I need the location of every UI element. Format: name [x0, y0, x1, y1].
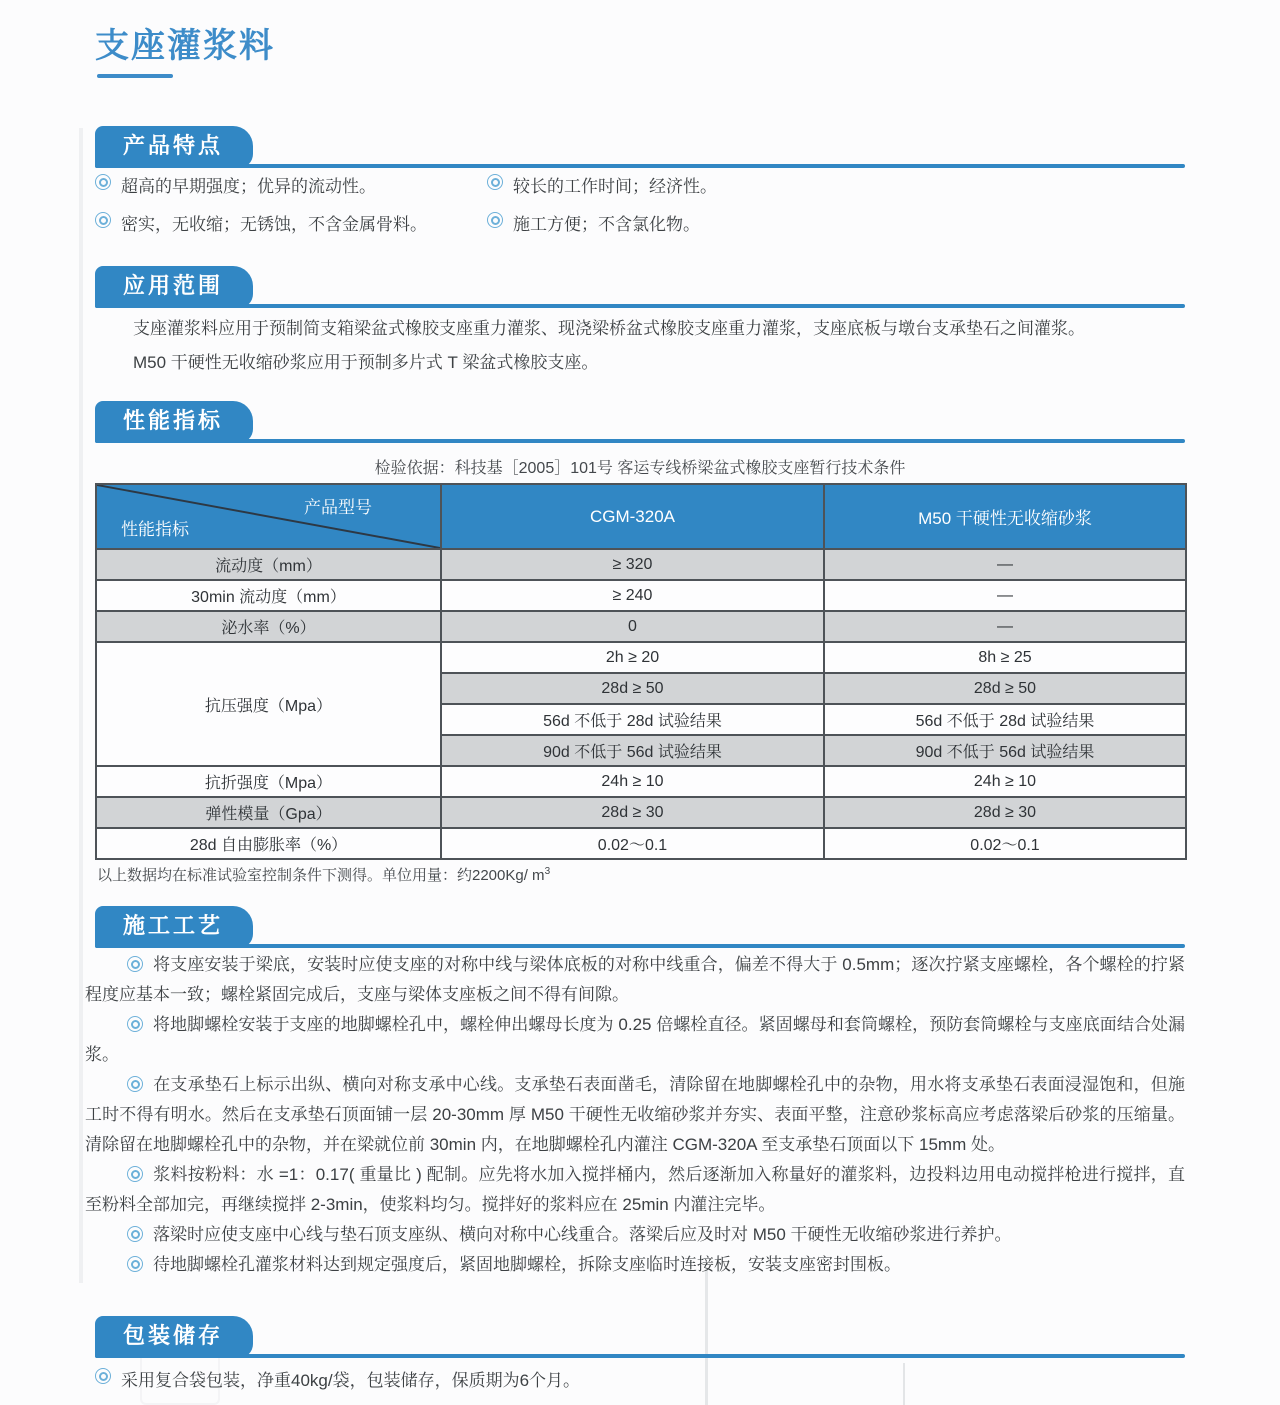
ring-bullet-icon — [127, 1226, 143, 1242]
application-line: 支座灌浆料应用于预制简支箱梁盆式橡胶支座重力灌浆、现浇梁桥盆式橡胶支座重力灌浆，支座底板与墩台支承垫石之间灌浆。 — [133, 319, 1085, 338]
cell-m50: 90d 不低于 56d 试验结果 — [824, 735, 1186, 766]
step-text: 将支座安装于梁底，安装时应使支座的对称中线与梁体底板的对称中线重合，偏差不得大于 0.5mm；逐次拧紧支座螺栓，各个螺栓的拧紧程度应基本一致；螺栓紧固完成后，支座与梁体支座板之间不得有间隙。 — [85, 955, 1185, 1004]
ring-bullet-icon — [127, 956, 143, 972]
packaging-item — [95, 1366, 580, 1391]
row-label: 30min 流动度（mm） — [96, 580, 441, 611]
step-text: 在支承垫石上标示出纵、横向对称支承中心线。支承垫石表面凿毛，清除留在地脚螺栓孔中的杂物，用水将支承垫石表面浸湿饱和，但施工时不得有明水。然后在支承垫石顶面铺一层 20-30mm 厚 M50 干硬性无收缩砂浆并夯实、表面平整，注意砂浆标高应考虑落梁后砂浆的压缩量。清除留在地脚螺栓孔中的杂物，并在梁就位前 30min 内，在地脚螺栓孔内灌注 CGM-320A 至支承垫石顶面以下 15mm 处。 — [85, 1075, 1185, 1154]
feature-item — [487, 210, 1185, 235]
row-label: 流动度（mm） — [96, 549, 441, 580]
step-text: 将地脚螺栓安装于支座的地脚螺栓孔中，螺栓伸出螺母长度为 0.25 倍螺栓直径。紧固螺母和套筒螺栓，预防套筒螺栓与支座底面结合处漏浆。 — [85, 1015, 1185, 1064]
table-row — [96, 549, 1186, 580]
construction-step — [85, 1160, 1185, 1220]
page-title: 支座灌浆料 — [95, 27, 275, 65]
cell-m50: 24h ≥ 10 — [824, 766, 1186, 797]
cell-cgm: 24h ≥ 10 — [441, 766, 824, 797]
section-badge: 性能指标 — [95, 401, 253, 443]
table-row — [96, 580, 1186, 611]
cell-cgm: 28d ≥ 30 — [441, 797, 824, 828]
construction-step — [85, 950, 1185, 1010]
header-product-model: 产品型号 — [304, 498, 372, 517]
construction-steps — [85, 950, 1185, 1280]
table-footnote — [97, 864, 550, 885]
section-badge: 应用范围 — [95, 266, 253, 308]
cell-cgm: 28d ≥ 50 — [441, 673, 824, 704]
test-basis-note: 检验依据：科技基［2005］101号 客运专线桥梁盆式橡胶支座暂行技术条件 — [374, 460, 906, 477]
section-header-packaging — [95, 1316, 1185, 1358]
column-header: M50 干硬性无收缩砂浆 — [824, 484, 1186, 549]
diagonal-header-cell — [96, 484, 441, 549]
cell-m50: — — [824, 580, 1186, 611]
section-badge: 包装储存 — [95, 1316, 253, 1358]
ring-bullet-icon — [487, 174, 503, 190]
cell-cgm: 0 — [441, 611, 824, 642]
construction-step — [85, 1010, 1185, 1070]
row-label: 泌水率（%） — [96, 611, 441, 642]
step-text: 待地脚螺栓孔灌浆材料达到规定强度后，紧固地脚螺栓，拆除支座临时连接板，安装支座密封围板。 — [153, 1255, 901, 1274]
features-list — [95, 172, 1185, 235]
ring-bullet-icon — [95, 174, 111, 190]
section-rule — [95, 164, 1185, 168]
ring-bullet-icon — [127, 1256, 143, 1272]
section-rule — [95, 944, 1185, 948]
cell-cgm: 0.02～0.1 — [441, 828, 824, 859]
cell-m50: — — [824, 549, 1186, 580]
cell-cgm: ≥ 240 — [441, 580, 824, 611]
cell-cgm: 90d 不低于 56d 试验结果 — [441, 735, 824, 766]
step-text: 浆料按粉料：水 =1：0.17( 重量比 ) 配制。应先将水加入搅拌桶内，然后逐渐加入称量好的灌浆料，边投料边用电动搅拌枪进行搅拌，直至粉料全部加完，再继续搅拌 2-3min，使浆料均匀。搅拌好的浆料应在 25min 内灌注完毕。 — [85, 1165, 1185, 1214]
section-header-features — [95, 126, 1185, 168]
footnote-text: 以上数据均在标准试验室控制条件下测得。单位用量：约2200Kg/ m — [97, 867, 545, 884]
feature-text: 超高的早期强度；优异的流动性。 — [121, 177, 376, 196]
row-label-compressive: 抗压强度（Mpa） — [96, 642, 441, 766]
section-rule — [95, 1354, 1185, 1358]
cell-m50: 8h ≥ 25 — [824, 642, 1186, 673]
table-header-row — [96, 484, 1186, 549]
cell-cgm: 56d 不低于 28d 试验结果 — [441, 704, 824, 735]
table-row — [96, 828, 1186, 859]
cell-cgm: 2h ≥ 20 — [441, 642, 824, 673]
cell-m50: — — [824, 611, 1186, 642]
construction-step — [85, 1070, 1185, 1160]
feature-text: 密实，无收缩；无锈蚀，不含金属骨料。 — [121, 215, 427, 234]
row-label: 28d 自由膨胀率（%） — [96, 828, 441, 859]
cell-cgm: ≥ 320 — [441, 549, 824, 580]
section-badge: 产品特点 — [95, 126, 253, 168]
ring-bullet-icon — [127, 1076, 143, 1092]
ring-bullet-icon — [95, 212, 111, 228]
feature-item — [487, 172, 1185, 197]
table-row — [96, 766, 1186, 797]
ring-bullet-icon — [487, 212, 503, 228]
section-header-construction — [95, 906, 1185, 948]
cell-m50: 56d 不低于 28d 试验结果 — [824, 704, 1186, 735]
cell-m50: 28d ≥ 30 — [824, 797, 1186, 828]
section-badge: 施工工艺 — [95, 906, 253, 948]
feature-item — [95, 210, 487, 235]
title-underline — [97, 74, 173, 78]
construction-step — [85, 1220, 1185, 1250]
table-row — [96, 611, 1186, 642]
section-rule — [95, 439, 1185, 443]
scan-artifact-line — [903, 1363, 905, 1405]
row-label: 弹性模量（Gpa） — [96, 797, 441, 828]
row-label: 抗折强度（Mpa） — [96, 766, 441, 797]
ring-bullet-icon — [127, 1016, 143, 1032]
table-row — [96, 642, 1186, 673]
scan-artifact-line — [79, 128, 83, 1283]
application-line: M50 干硬性无收缩砂浆应用于预制多片式 T 梁盆式橡胶支座。 — [133, 353, 599, 372]
cell-m50: 0.02～0.1 — [824, 828, 1186, 859]
feature-text: 施工方便；不含氯化物。 — [513, 215, 700, 234]
section-rule — [95, 304, 1185, 308]
header-performance-index: 性能指标 — [121, 520, 189, 539]
footnote-superscript: 3 — [544, 866, 551, 877]
step-text: 落梁时应使支座中心线与垫石顶支座纵、横向对称中心线重合。落梁后应及时对 M50 干硬性无收缩砂浆进行养护。 — [153, 1225, 1012, 1244]
table-row — [96, 797, 1186, 828]
feature-text: 较长的工作时间；经济性。 — [513, 177, 717, 196]
application-paragraph — [95, 312, 1185, 380]
construction-step — [85, 1250, 1185, 1280]
section-header-performance — [95, 401, 1185, 443]
column-header: CGM-320A — [441, 484, 824, 549]
ring-bullet-icon — [127, 1166, 143, 1182]
cell-m50: 28d ≥ 50 — [824, 673, 1186, 704]
feature-item — [95, 172, 487, 197]
packaging-text: 采用复合袋包装，净重40kg/袋，包装储存，保质期为6个月。 — [121, 1371, 581, 1390]
performance-table — [95, 483, 1187, 860]
ring-bullet-icon — [95, 1368, 111, 1384]
section-header-application — [95, 266, 1185, 308]
